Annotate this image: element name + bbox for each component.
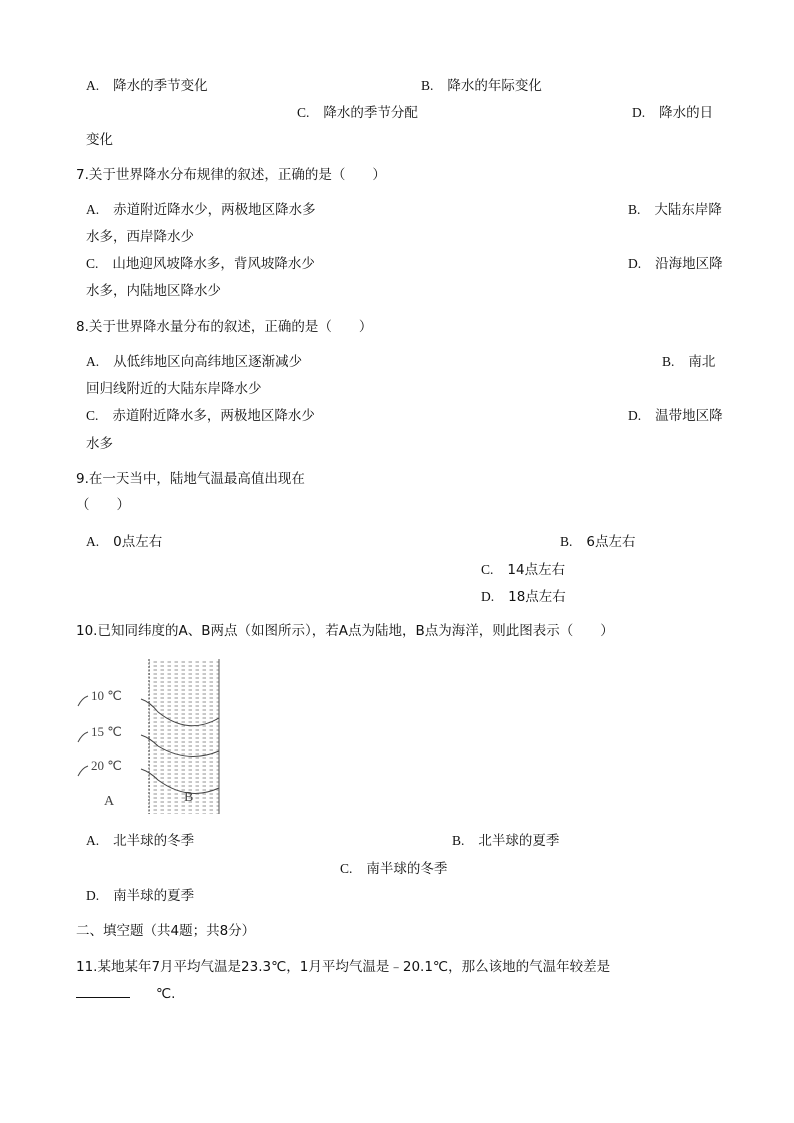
option-text: 山地迎风坡降水多，背风坡降水少: [112, 256, 315, 272]
option-text: 14点左右: [507, 562, 566, 578]
isotherm-label-15: 15 ℃: [91, 724, 122, 739]
option-label: D.: [481, 589, 495, 604]
q8-option-d[interactable]: [628, 407, 723, 425]
q8-option-c[interactable]: [86, 407, 315, 425]
isotherm-15-land: [78, 732, 88, 742]
isotherm-label-20: 20 ℃: [91, 758, 122, 773]
option-text: 沿海地区降: [655, 256, 723, 272]
q7-option-b[interactable]: [628, 201, 722, 219]
option-text: 6点左右: [586, 534, 636, 550]
point-a-label: A: [104, 794, 115, 809]
option-text: 赤道附近降水少，两极地区降水多: [113, 202, 316, 218]
q8-stem: 8.关于世界降水量分布的叙述，正确的是（ ）: [76, 319, 373, 335]
isotherm-diagram: [76, 656, 224, 818]
q8-option-a[interactable]: [86, 353, 302, 371]
q9-stem: 9.在一天当中，陆地气温最高值出现在: [76, 471, 305, 487]
q6-option-b[interactable]: [421, 77, 542, 95]
option-label: D.: [628, 256, 642, 271]
option-text: 0点左右: [113, 534, 163, 550]
option-text: 南北: [688, 354, 716, 370]
q7-option-d-continued: 水多，内陆地区降水少: [86, 283, 221, 299]
q6-option-d[interactable]: [632, 104, 713, 122]
option-label: A.: [86, 78, 100, 93]
q10-option-b[interactable]: [452, 832, 559, 850]
option-text: 北半球的冬季: [113, 833, 195, 849]
q7-stem: 7.关于世界降水分布规律的叙述，正确的是（ ）: [76, 167, 386, 183]
q10-option-d[interactable]: [86, 887, 194, 905]
point-b-label: B: [184, 790, 194, 805]
q9-option-b[interactable]: [560, 533, 635, 551]
option-text: 降水的季节分配: [323, 105, 418, 121]
option-label: C.: [297, 105, 310, 120]
q10-option-a[interactable]: [86, 832, 194, 850]
q7-option-b-continued: 水多，西岸降水少: [86, 229, 194, 245]
q9-option-d[interactable]: [481, 588, 566, 606]
q10-option-c[interactable]: [340, 860, 447, 878]
isotherm-10-land: [78, 696, 88, 706]
option-label: B.: [421, 78, 434, 93]
q6-option-a[interactable]: [86, 77, 208, 95]
q8-option-b[interactable]: [662, 353, 715, 371]
option-text: 降水的年际变化: [447, 78, 542, 94]
option-label: B.: [662, 354, 675, 369]
q11-unit: ℃.: [156, 986, 176, 1002]
q9-option-c[interactable]: [481, 561, 565, 579]
option-label: B.: [560, 534, 573, 549]
q8-option-b-continued: 回归线附近的大陆东岸降水少: [86, 381, 262, 397]
option-text: 温带地区降: [655, 408, 723, 424]
option-label: C.: [481, 562, 494, 577]
option-text: 南半球的夏季: [113, 888, 195, 904]
option-text: 赤道附近降水多，两极地区降水少: [112, 408, 315, 424]
option-text: 降水的季节变化: [113, 78, 208, 94]
q11-stem: 11.某地某年7月平均气温是23.3℃，1月平均气温是﹣20.1℃，那么该地的气温年较差是: [76, 959, 611, 975]
option-label: D.: [632, 105, 646, 120]
option-text: 从低纬地区向高纬地区逐渐减少: [113, 354, 303, 370]
q9-option-a[interactable]: [86, 533, 162, 551]
q7-option-c[interactable]: [86, 255, 315, 273]
option-text: 18点左右: [508, 589, 566, 605]
q7-option-a[interactable]: [86, 201, 316, 219]
isotherm-label-10: 10 ℃: [91, 688, 122, 703]
option-label: C.: [86, 408, 99, 423]
option-label: C.: [340, 861, 353, 876]
q10-stem: 10.已知同纬度的A、B两点（如图所示），若A点为陆地，B点为海洋，则此图表示（ ）: [76, 623, 614, 639]
option-text: 北半球的夏季: [478, 833, 560, 849]
option-text: 降水的日: [659, 105, 714, 121]
q9-answer-parentheses: （ ）: [76, 497, 130, 513]
option-label: A.: [86, 833, 100, 848]
option-label: B.: [452, 833, 465, 848]
q6-option-d-continued: 变化: [86, 132, 113, 148]
option-label: B.: [628, 202, 641, 217]
option-label: A.: [86, 534, 100, 549]
section-heading: 二、填空题（共4题；共8分）: [76, 923, 256, 939]
option-label: A.: [86, 354, 100, 369]
q6-option-c[interactable]: [297, 104, 418, 122]
option-text: 南半球的冬季: [366, 861, 448, 877]
q11-answer-line: [76, 985, 175, 1003]
option-label: A.: [86, 202, 100, 217]
option-label: C.: [86, 256, 99, 271]
q8-option-d-continued: 水多: [86, 436, 113, 452]
option-text: 大陆东岸降: [654, 202, 722, 218]
isotherm-20-land: [78, 766, 88, 776]
option-label: D.: [628, 408, 642, 423]
fill-blank-input[interactable]: [76, 985, 130, 998]
option-label: D.: [86, 888, 100, 903]
q7-option-d[interactable]: [628, 255, 723, 273]
